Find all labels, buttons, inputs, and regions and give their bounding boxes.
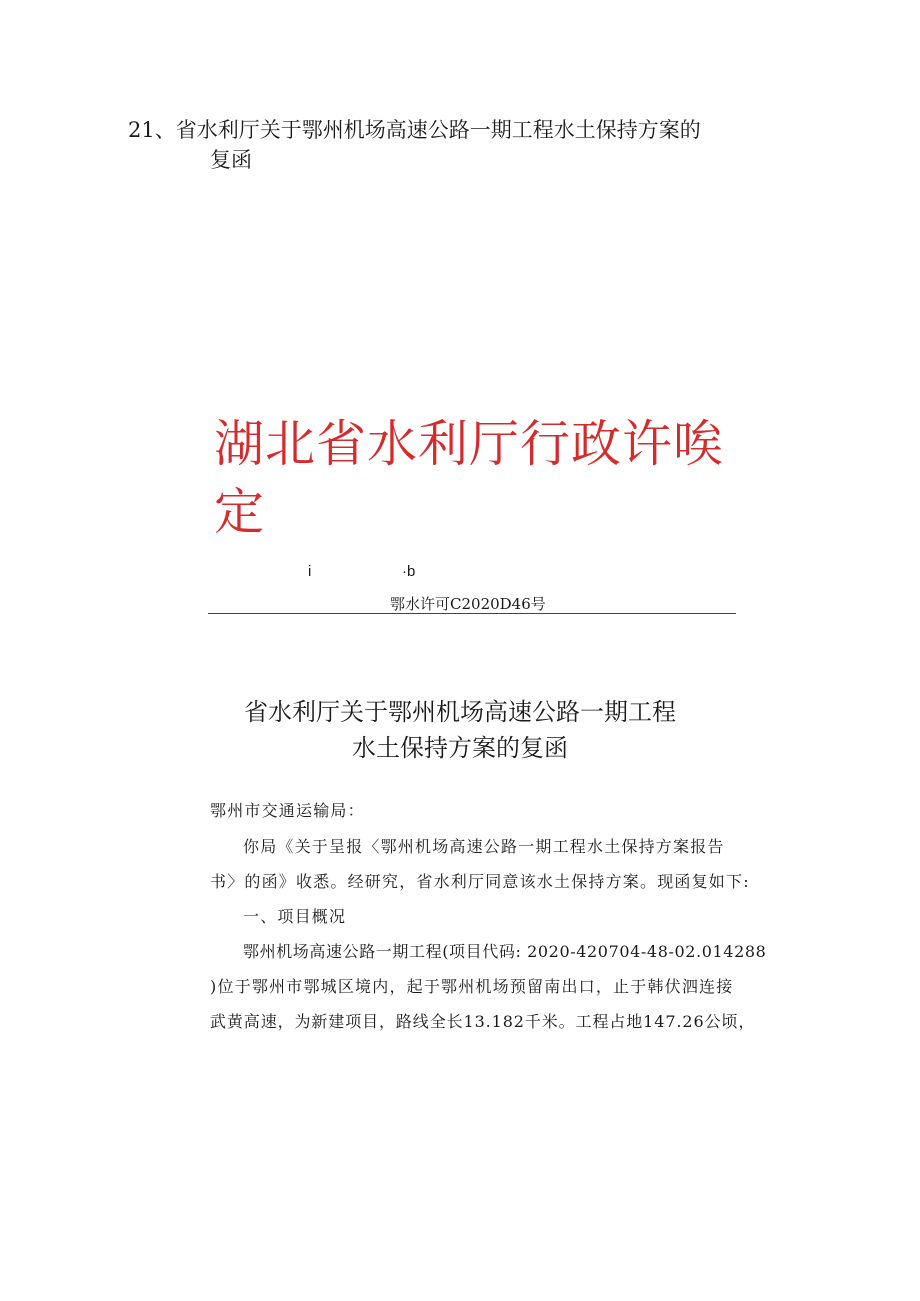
red-letterhead-line-2: 定 <box>214 483 265 541</box>
reply-title-line-2: 水土保持方案的复函 <box>352 734 568 762</box>
mark-right: ·b <box>402 563 416 580</box>
addressee: 鄂州市交通运输局： <box>210 801 365 820</box>
section-heading-line-2: 复函 <box>210 148 252 172</box>
header-rule <box>208 613 736 614</box>
paragraph-2-line-3: 武黄高速，为新建项目，路线全长13.182千米。工程占地147.26公顷， <box>210 1012 756 1031</box>
paragraph-2-line-2: )位于鄂州市鄂城区境内，起于鄂州机场预留南出口，止于韩伏泗连接 <box>210 977 734 996</box>
section-heading-line-1: 21、省水利厅关于鄂州机场高速公路一期工程水土保持方案的 <box>128 118 701 142</box>
document-number: 鄂水许可C2020D46号 <box>390 595 546 613</box>
paragraph-2-line-1: 鄂州机场高速公路一期工程(项目代码: 2020-420704-48-02.014288 <box>243 942 767 961</box>
red-letterhead-line-1: 湖北省水利厅行政许唉 <box>214 415 724 473</box>
section-1-heading: 一、项目概况 <box>243 907 347 926</box>
paragraph-1-line-1: 你局《关于呈报〈鄂州机场高速公路一期工程水土保持方案报告 <box>243 837 725 856</box>
paragraph-1-line-2: 书〉的函》收悉。经研究，省水利厅同意该水土保持方案。现函复如下: <box>210 872 750 891</box>
reply-title-line-1: 省水利厅关于鄂州机场高速公路一期工程 <box>244 698 676 726</box>
mark-left: i <box>308 563 312 580</box>
